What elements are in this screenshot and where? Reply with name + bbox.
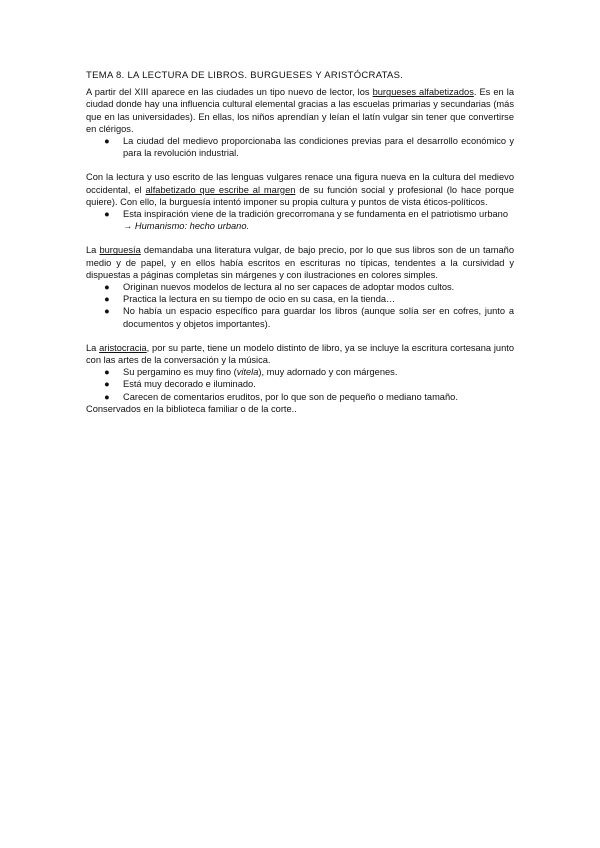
paragraph-text: A partir del XIII aparece en las ciudades un tipo nuevo de lector, los (86, 87, 373, 98)
spacer (86, 330, 514, 342)
paragraph-lenguas-vulgares (86, 171, 514, 208)
bullet-list (86, 281, 514, 330)
paragraph-text: . Es en la ciudad donde hay una influencia cultural elemental gracias a las escuelas primarias y secundarias (más que en las universidades). En ellas, los niños aprendían y leían el latín vulgar sin tener que convertirse en clérigos. (86, 87, 514, 134)
list-item-text: Originan nuevos modelos de lectura al no ser capaces de adoptar modos cultos. (123, 282, 455, 293)
list-item (86, 391, 514, 403)
paragraph-burguesia (86, 244, 514, 281)
list-item (86, 366, 514, 378)
list-item-text: Su pergamino es muy fino ( (123, 367, 237, 378)
list-item-text: Practica la lectura en su tiempo de ocio en su casa, en la tienda… (123, 294, 396, 305)
paragraph-burgueses (86, 86, 514, 135)
list-item-text: Carecen de comentarios eruditos, por lo que son de pequeño o mediano tamaño. (123, 391, 458, 402)
list-item (86, 378, 514, 390)
list-item-italic-text: vitela (236, 367, 259, 378)
list-item-italic-text: → Humanismo: hecho urbano. (123, 221, 250, 232)
bullet-list (86, 135, 514, 159)
bullet-icon: ● (104, 391, 110, 402)
list-item-text: Esta inspiración viene de la tradición grecorromana y se fundamenta en el patriotismo urbano (123, 209, 509, 220)
bullet-list (86, 366, 514, 403)
list-item (86, 293, 514, 305)
underlined-term: burgueses alfabetizados (372, 87, 474, 98)
bullet-icon: ● (104, 306, 110, 317)
paragraph-text: La (86, 342, 100, 353)
paragraph-aristocracia (86, 342, 514, 366)
bullet-icon: ● (104, 379, 110, 390)
underlined-term: aristocracia (99, 342, 147, 353)
closing-line: Conservados en la biblioteca familiar o de la corte.. (86, 403, 297, 414)
underlined-term: alfabetizado que escribe al margen (145, 184, 296, 195)
list-item (86, 135, 514, 159)
list-item (86, 281, 514, 293)
bullet-icon: ● (104, 136, 110, 147)
paragraph-text: demandaba una literatura vulgar, de bajo precio, por lo que sus libros son de un tamaño medio y de papel, y en ellos había escritos en escrituras no típicas, tendentes a la cursividad y dispuestas a páginas completas sin márgenes y con ilustraciones en colores simples. (86, 245, 514, 280)
bullet-icon: ● (104, 367, 110, 378)
paragraph-text: , por su parte, tiene un modelo distinto de libro, ya se incluye la escritura cortesana junto con las artes de la conversación y la música. (86, 342, 514, 366)
list-item (86, 208, 514, 232)
paragraph-text: Con la lectura y uso escrito de las lenguas vulgares renace una figura nueva en la cultura del medievo occidental, el (86, 172, 514, 195)
bullet-icon: ● (104, 209, 110, 220)
underlined-term: burguesía (99, 245, 141, 256)
list-item-text: La ciudad del medievo proporcionaba las condiciones previas para el desarrollo económico y para la revolución industrial. (123, 136, 514, 159)
document-title: TEMA 8. LA LECTURA DE LIBROS. BURGUESES Y ARISTÓCRATAS. (86, 70, 404, 81)
spacer (86, 159, 514, 171)
list-item (86, 305, 514, 329)
bullet-icon: ● (104, 294, 110, 305)
bullet-list (86, 208, 514, 232)
list-item-text: ), muy adornado y con márgenes. (258, 367, 398, 378)
paragraph-text: La (86, 245, 100, 256)
list-item-text: No había un espacio específico para guardar los libros (aunque solía ser en cofres, junto a documentos y objetos importantes). (123, 306, 514, 329)
bullet-icon: ● (104, 282, 110, 293)
list-item-text: Está muy decorado e iluminado. (123, 379, 256, 390)
document-body (86, 70, 514, 415)
paragraph-text: de su función social y profesional (lo hace porque quiere). Con ello, la burguesía intentó imponer su propia cultura y puntos de vista éticos-políticos. (86, 184, 514, 207)
spacer (86, 232, 514, 244)
